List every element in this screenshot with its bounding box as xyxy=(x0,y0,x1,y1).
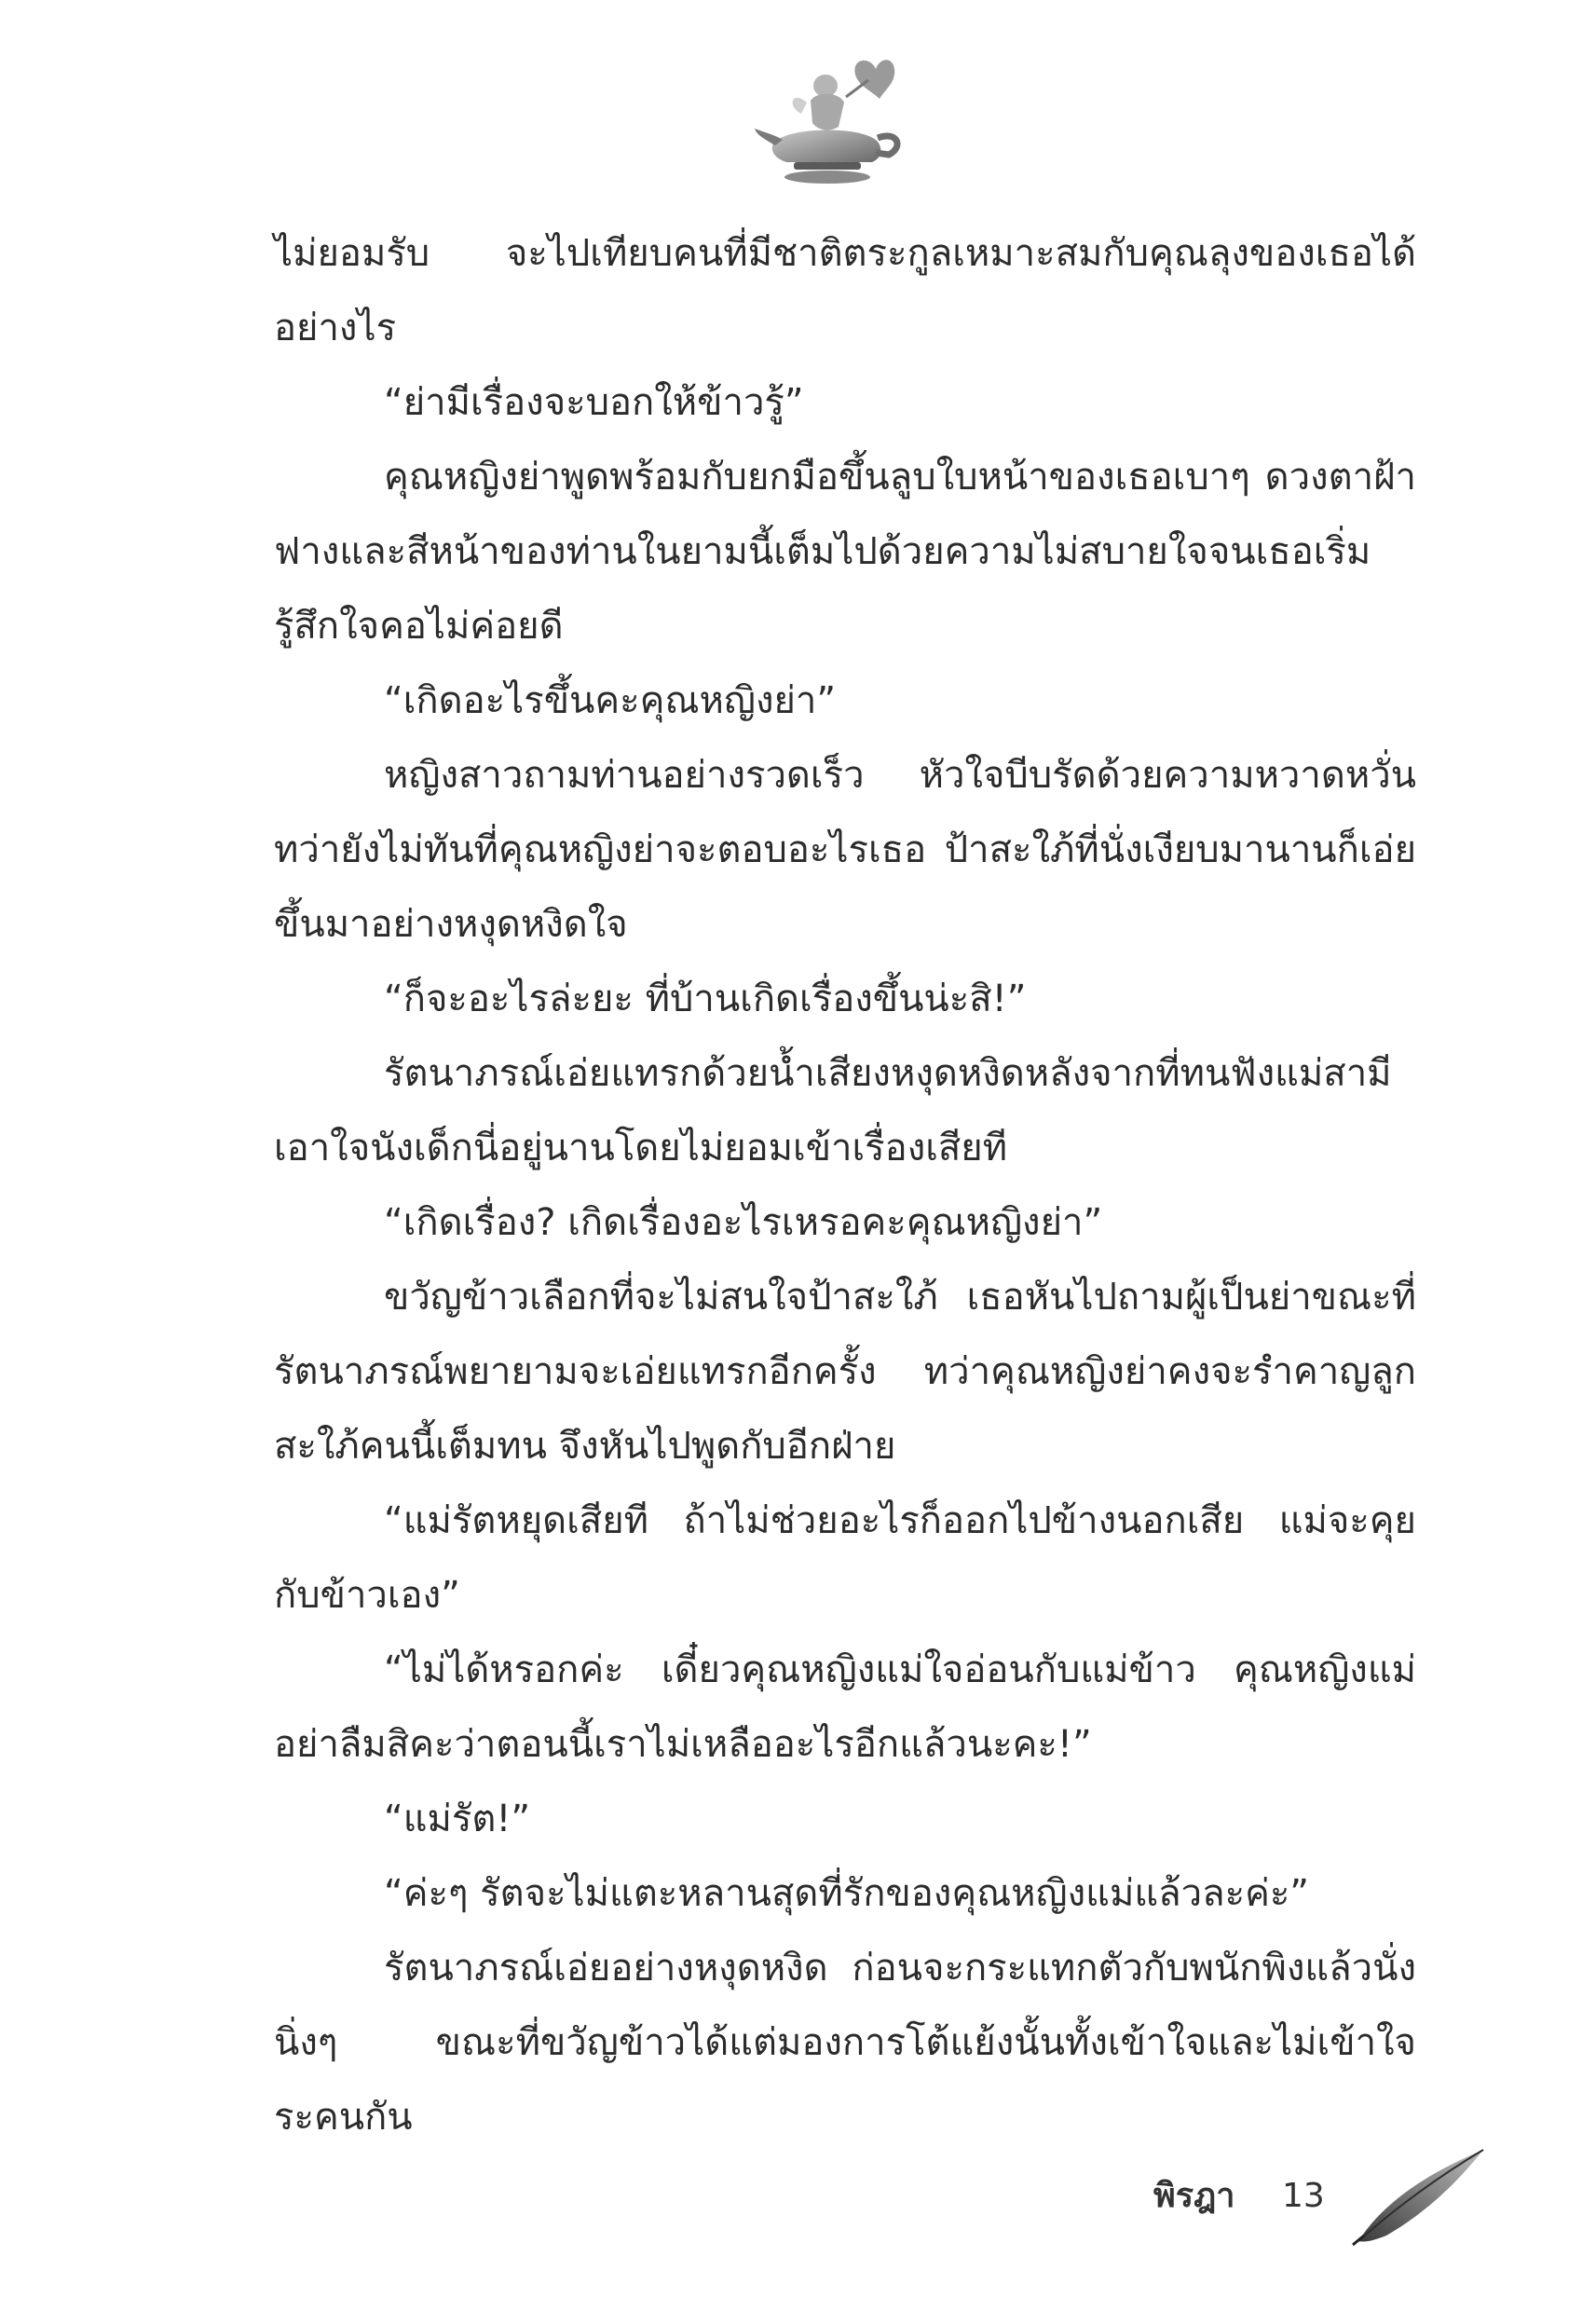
page-number: 13 xyxy=(1282,2177,1325,2215)
paragraph: “เกิดอะไรขึ้นคะคุณหญิงย่า” xyxy=(384,679,837,722)
paragraph: “ย่ามีเรื่องจะบอกให้ข้าวรู้” xyxy=(384,381,804,424)
paragraph: “แม่รัต!” xyxy=(384,1798,531,1840)
paragraph: “เกิดเรื่อง? เกิดเรื่องอะไรเหรอคะคุณหญิงย่า” xyxy=(384,1201,1103,1244)
paragraph: “แม่รัตหยุดเสียที ถ้าไม่ช่วยอะไรก็ออกไปข้างนอกเสีย แม่จะคุยกับข้าวเอง” xyxy=(274,1499,1416,1617)
paragraph: รัตนาภรณ์เอ่ยอย่างหงุดหงิด ก่อนจะกระแทกตัวกับพนักพิงแล้วนั่งนิ่งๆ ขณะที่ขวัญข้าวได้แต่มองการโต้แย้งนั้นทั้งเข้าใจและไม่เข้าใจระคนกัน xyxy=(274,1947,1416,2139)
paragraph: ไม่ยอมรับ จะไปเทียบคนที่มีชาติตระกูลเหมาะสมกับคุณลุงของเธอได้อย่างไร xyxy=(274,232,1416,349)
paragraph: “ค่ะๆ รัตจะไม่แตะหลานสุดที่รักของคุณหญิงแม่แล้วละค่ะ” xyxy=(384,1872,1310,1915)
body-text xyxy=(274,216,1416,2154)
paragraph: รัตนาภรณ์เอ่ยแทรกด้วยน้ำเสียงหงุดหงิดหลังจากที่ทนฟังแม่สามีเอาใจนังเด็กนี่อยู่นานโดยไม่ยอมเข้าเรื่องเสียที xyxy=(274,1052,1392,1169)
paragraph: หญิงสาวถามท่านอย่างรวดเร็ว หัวใจบีบรัดด้วยความหวาดหวั่นทว่ายังไม่ทันที่คุณหญิงย่าจะตอบอะไรเธอ ป้าสะใภ้ที่นั่งเงียบมานานก็เอ่ยขึ้นมาอย่างหงุดหงิดใจ xyxy=(274,754,1416,946)
paragraph: ขวัญข้าวเลือกที่จะไม่สนใจป้าสะใภ้ เธอหันไปถามผู้เป็นย่าขณะที่รัตนาภรณ์พยายามจะเอ่ยแทรกอีกครั้ง ทว่าคุณหญิงย่าคงจะรำคาญลูกสะใภ้คนนี้เต็มทน จึงหันไปพูดกับอีกฝ่าย xyxy=(274,1276,1416,1468)
feather-quill-icon xyxy=(1351,2144,1491,2247)
author-name: พิรฎา xyxy=(1153,2177,1235,2215)
paragraph: “ก็จะอะไรล่ะยะ ที่บ้านเกิดเรื่องขึ้นน่ะสิ!” xyxy=(384,978,1027,1020)
paragraph: “ไม่ได้หรอกค่ะ เดี๋ยวคุณหญิงแม่ใจอ่อนกับแม่ข้าว คุณหญิงแม่อย่าลืมสิคะว่าตอนนี้เราไม่เหลืออะไรอีกแล้วนะคะ!” xyxy=(274,1648,1416,1766)
page-footer xyxy=(1153,2168,1489,2243)
cupid-teapot-ornament-icon xyxy=(753,48,911,188)
paragraph: คุณหญิงย่าพูดพร้อมกับยกมือขึ้นลูบใบหน้าของเธอเบาๆ ดวงตาฝ้าฟางและสีหน้าของท่านในยามนี้เต็มไปด้วยความไม่สบายใจจนเธอเริ่มรู้สึกใจคอไม่ค่อยดี xyxy=(274,456,1416,648)
